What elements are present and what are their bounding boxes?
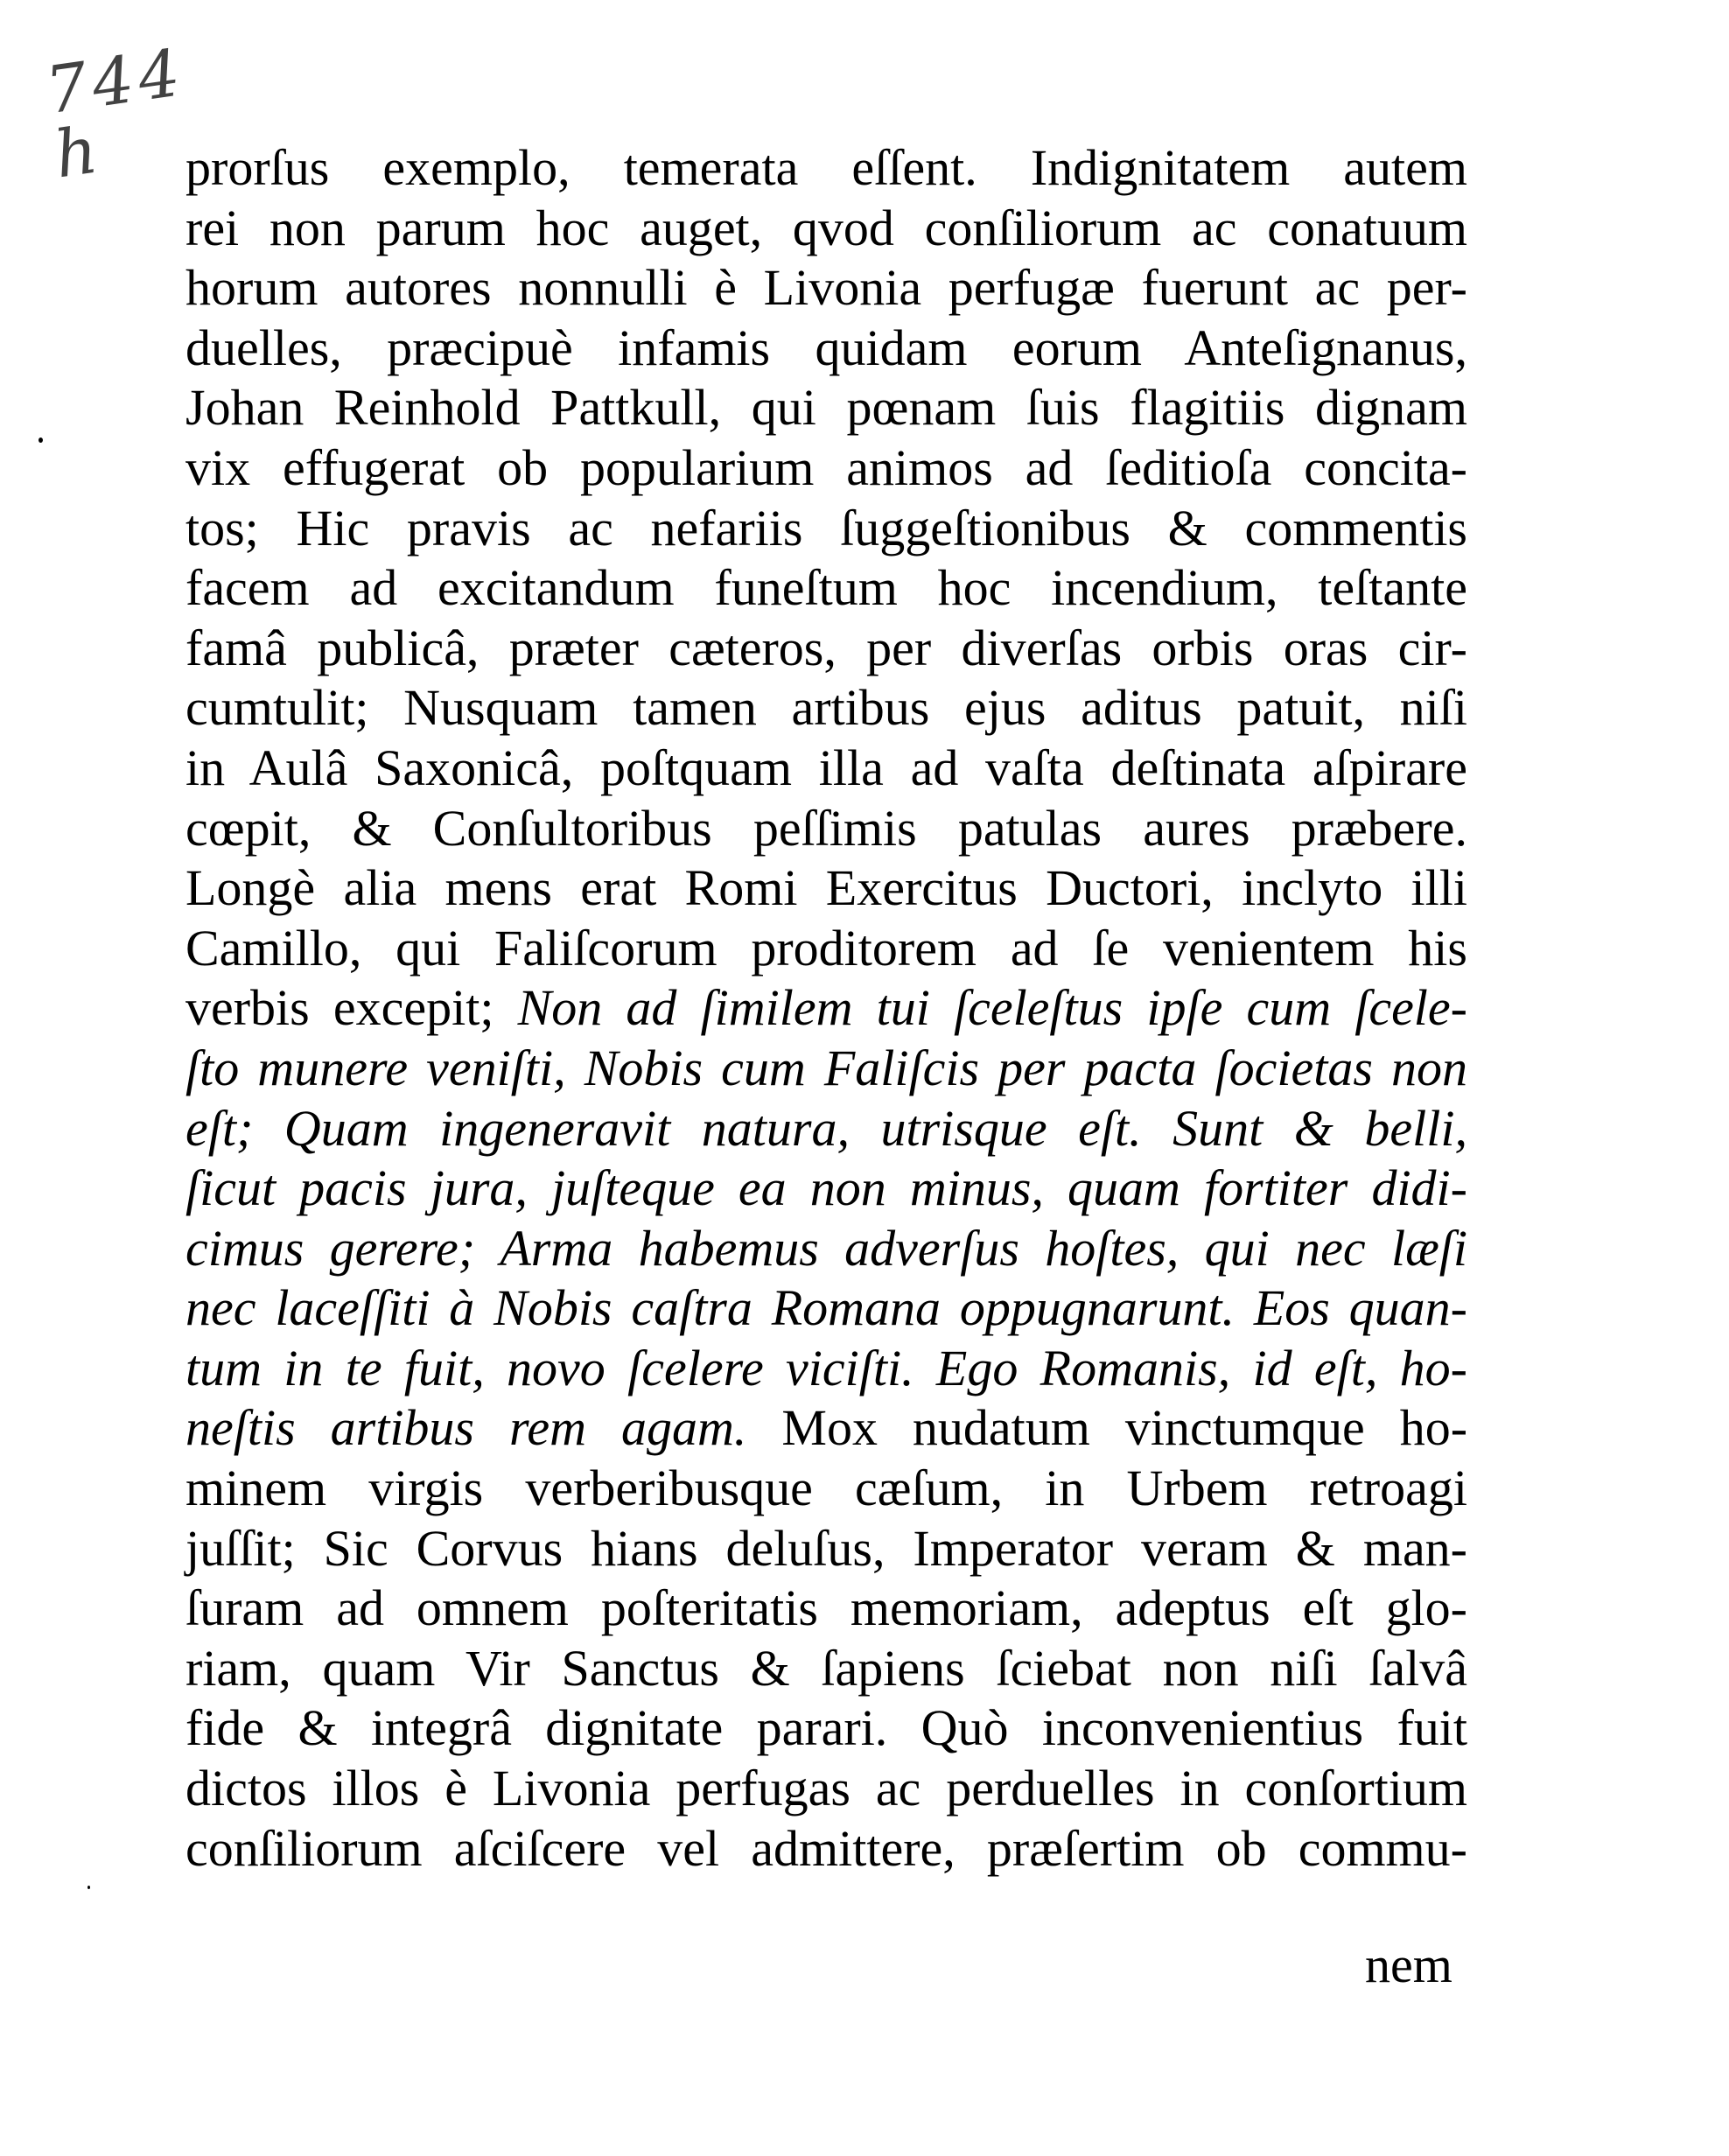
text-line: [186, 258, 1467, 318]
text-segment: verbis excepit;: [186, 979, 518, 1037]
text-line: [186, 558, 1467, 619]
text-segment: famâ publicâ, præter cæteros, per diverſas orbis oras cir-: [186, 619, 1467, 676]
text-line: [186, 1039, 1467, 1099]
text-line: [186, 199, 1467, 259]
text-line: [186, 1099, 1467, 1159]
text-segment: juſſit; Sic Corvus hians deluſus, Imperator veram & man-: [186, 1519, 1467, 1577]
text-line: [186, 1698, 1467, 1759]
text-segment: Longè alia mens erat Romi Exercitus Ductori, inclyto illi: [186, 859, 1467, 917]
italic-quote-segment: ſto munere veniſti, Nobis cum Faliſcis per pacta ſocietas non: [186, 1039, 1467, 1096]
text-line: [186, 1819, 1467, 1880]
handwritten-margin-note: 744 h: [41, 34, 190, 193]
text-segment: fide & integrâ dignitate parari. Quò inconvenientius fuit: [186, 1699, 1467, 1757]
italic-quote-segment: cimus gerere; Arma habemus adverſus hoſtes, qui nec læſi: [186, 1219, 1467, 1277]
text-line: [186, 438, 1467, 499]
catchword: nem: [1365, 1936, 1452, 1993]
text-line: [186, 138, 1467, 199]
text-line: [186, 1278, 1467, 1339]
italic-quote-segment: eſt; Quam ingeneravit natura, utrisque eſt. Sunt & belli,: [186, 1099, 1467, 1157]
text-line: [186, 378, 1467, 438]
ink-speck: [88, 1886, 90, 1889]
body-text: [186, 138, 1467, 1879]
text-segment: facem ad excitandum funeſtum hoc incendium, teſtante: [186, 559, 1467, 617]
text-segment: dictos illos è Livonia perfugas ac perduelles in conſortium: [186, 1760, 1467, 1817]
text-segment: Johan Reinhold Pattkull, qui pœnam ſuis flagitiis dignam: [186, 379, 1467, 437]
text-segment: horum autores nonnulli è Livonia perfugæ fuerunt ac per-: [186, 259, 1467, 317]
text-segment: Camillo, qui Faliſcorum proditorem ad ſe venientem his: [186, 919, 1467, 976]
text-line: [186, 1759, 1467, 1819]
text-line: [186, 978, 1467, 1039]
text-line: [186, 499, 1467, 559]
italic-quote-segment: nec laceſſiti à Nobis caſtra Romana oppugnarunt. Eos quan-: [186, 1279, 1467, 1337]
text-segment: in Aulâ Saxonicâ, poſtquam illa ad vaſta deſtinata aſpirare: [186, 738, 1467, 796]
text-segment: vix effugerat ob popularium animos ad ſeditioſa concita-: [186, 438, 1467, 496]
text-segment: rei non parum hoc auget, qvod conſiliorum ac conatuum: [186, 199, 1467, 256]
italic-quote-segment: neſtis artibus rem agam.: [186, 1399, 747, 1457]
text-segment: prorſus exemplo, temerata eſſent. Indignitatem autem: [186, 139, 1467, 196]
text-line: [186, 1459, 1467, 1519]
ink-speck: [38, 438, 43, 443]
text-segment: conſiliorum aſciſcere vel admittere, præſertim ob commu-: [186, 1819, 1467, 1877]
text-line: [186, 318, 1467, 379]
text-line: [186, 619, 1467, 679]
text-line: [186, 799, 1467, 859]
text-segment: cœpit, & Conſultoribus peſſimis patulas aures præbere.: [186, 799, 1467, 857]
text-line: [186, 678, 1467, 738]
text-segment: riam, quam Vir Sanctus & ſapiens ſciebat non niſi ſalvâ: [186, 1639, 1467, 1697]
italic-quote-segment: tum in te fuit, novo ſcelere viciſti. Ego Romanis, id eſt, ho-: [186, 1339, 1467, 1396]
italic-quote-segment: Non ad ſimilem tui ſceleſtus ipſe cum ſcele-: [517, 979, 1467, 1037]
italic-quote-segment: ſicut pacis jura, juſteque ea non minus, quam fortiter didi-: [186, 1159, 1467, 1217]
text-line: [186, 1339, 1467, 1399]
text-line: [186, 1519, 1467, 1579]
text-line: [186, 1158, 1467, 1219]
text-segment: cumtulit; Nusquam tamen artibus ejus aditus patuit, niſi: [186, 679, 1467, 737]
text-segment: ſuram ad omnem poſteritatis memoriam, adeptus eſt glo-: [186, 1579, 1467, 1637]
text-segment: duelles, præcipuè infamis quidam eorum Anteſignanus,: [186, 318, 1467, 376]
text-line: [186, 858, 1467, 919]
text-segment: tos; Hic pravis ac nefariis ſuggeſtionibus & commentis: [186, 499, 1467, 556]
text-line: [186, 738, 1467, 799]
text-segment: minem virgis verberibusque cæſum, in Urbem retroagi: [186, 1460, 1467, 1517]
text-line: [186, 1639, 1467, 1699]
text-line: [186, 919, 1467, 979]
text-segment: Mox nudatum vinctumque ho-: [746, 1399, 1468, 1457]
text-line: [186, 1398, 1467, 1459]
text-line: [186, 1578, 1467, 1639]
text-line: [186, 1219, 1467, 1279]
